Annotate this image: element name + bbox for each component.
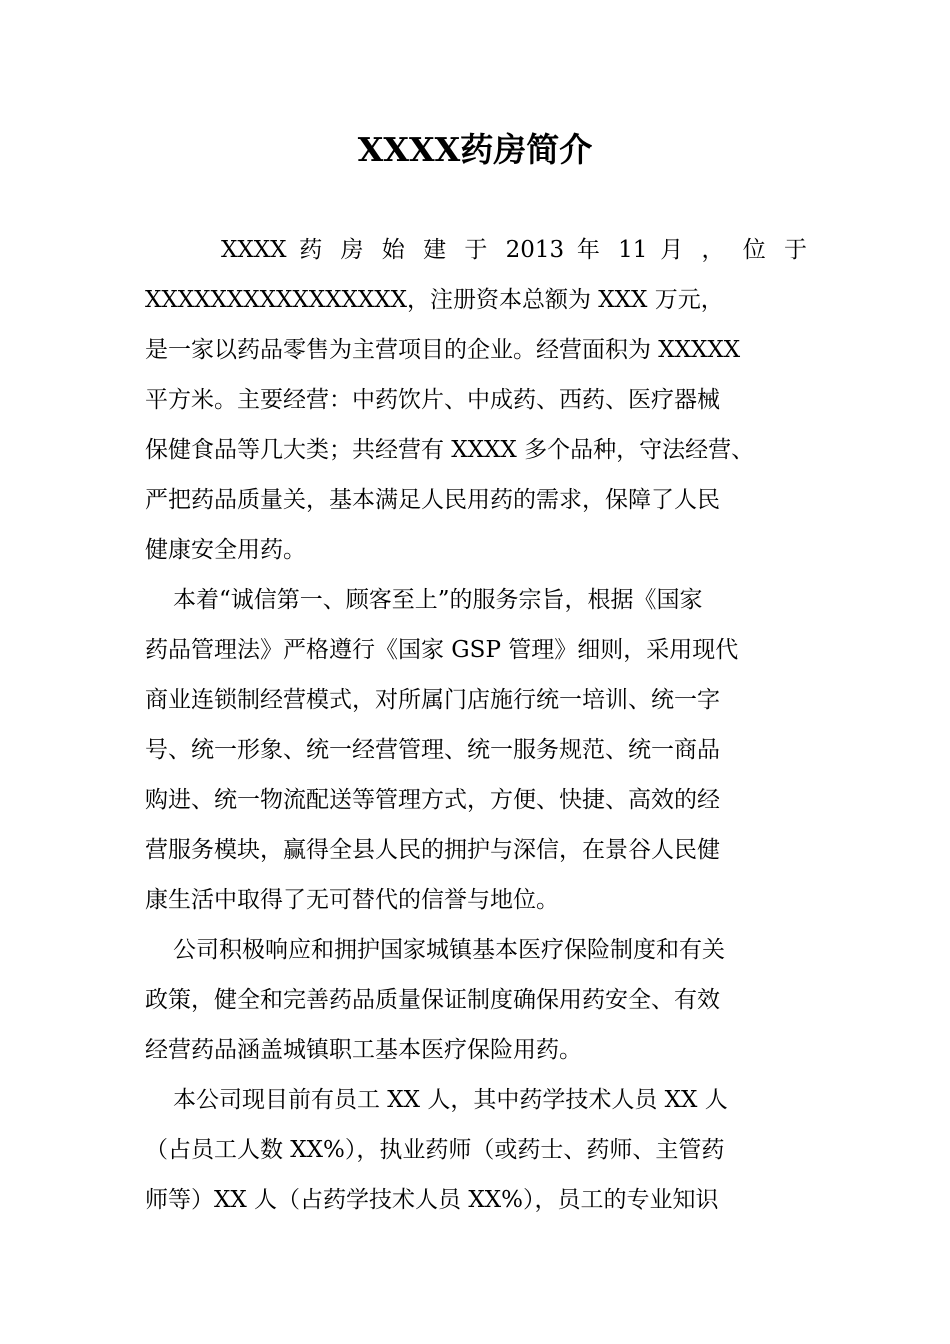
document-title: XXXX药房简介	[357, 130, 593, 169]
paragraph-2	[145, 575, 807, 925]
paragraph-line: 是一家以药品零售为主营项目的企业。经营面积为 XXXXX	[145, 337, 741, 363]
paragraph-line: 平方米。主要经营：中药饮片、中成药、西药、医疗器械	[145, 387, 720, 413]
paragraph-1	[145, 225, 807, 575]
paragraph-line: 购进、统一物流配送等管理方式，方便、快捷、高效的经	[145, 787, 720, 813]
paragraph-line: 康生活中取得了无可替代的信誉与地位。	[145, 887, 559, 913]
paragraph-line: 药品管理法》严格遵行《国家 GSP 管理》细则，采用现代	[145, 637, 739, 663]
paragraph-line: XXXX 药 房 始 建 于 2013 年 11 月 ， 位 于	[221, 237, 807, 263]
paragraph-4	[145, 1075, 807, 1225]
paragraph-line: 保健食品等几大类；共经营有 XXXX 多个品种，守法经营、	[145, 437, 755, 463]
paragraph-line: 号、统一形象、统一经营管理、统一服务规范、统一商品	[145, 737, 720, 763]
paragraph-line: 商业连锁制经营模式，对所属门店施行统一培训、统一字	[145, 687, 720, 713]
paragraph-line: XXXXXXXXXXXXXXXX，注册资本总额为 XXX 万元，	[145, 287, 724, 313]
paragraph-line: 本着“诚信第一、顾客至上”的服务宗旨，根据《国家	[173, 587, 703, 613]
paragraph-3	[145, 925, 807, 1075]
paragraph-line: （占员工人数 XX%），执业药师（或药士、药师、主管药	[145, 1137, 725, 1163]
paragraph-line: 经营药品涵盖城镇职工基本医疗保险用药。	[145, 1037, 582, 1063]
paragraph-line: 健康安全用药。	[145, 537, 306, 563]
paragraph-line: 公司积极响应和拥护国家城镇基本医疗保险制度和有关	[173, 937, 725, 963]
paragraph-line: 严把药品质量关，基本满足人民用药的需求，保障了人民	[145, 487, 720, 513]
paragraph-line: 营服务模块，赢得全县人民的拥护与深信，在景谷人民健	[145, 837, 720, 863]
paragraph-line: 本公司现目前有员工 XX 人，其中药学技术人员 XX 人	[173, 1087, 728, 1113]
paragraph-line: 师等）XX 人（占药学技术人员 XX%），员工的专业知识	[145, 1187, 719, 1213]
paragraph-line: 政策，健全和完善药品质量保证制度确保用药安全、有效	[145, 987, 720, 1013]
